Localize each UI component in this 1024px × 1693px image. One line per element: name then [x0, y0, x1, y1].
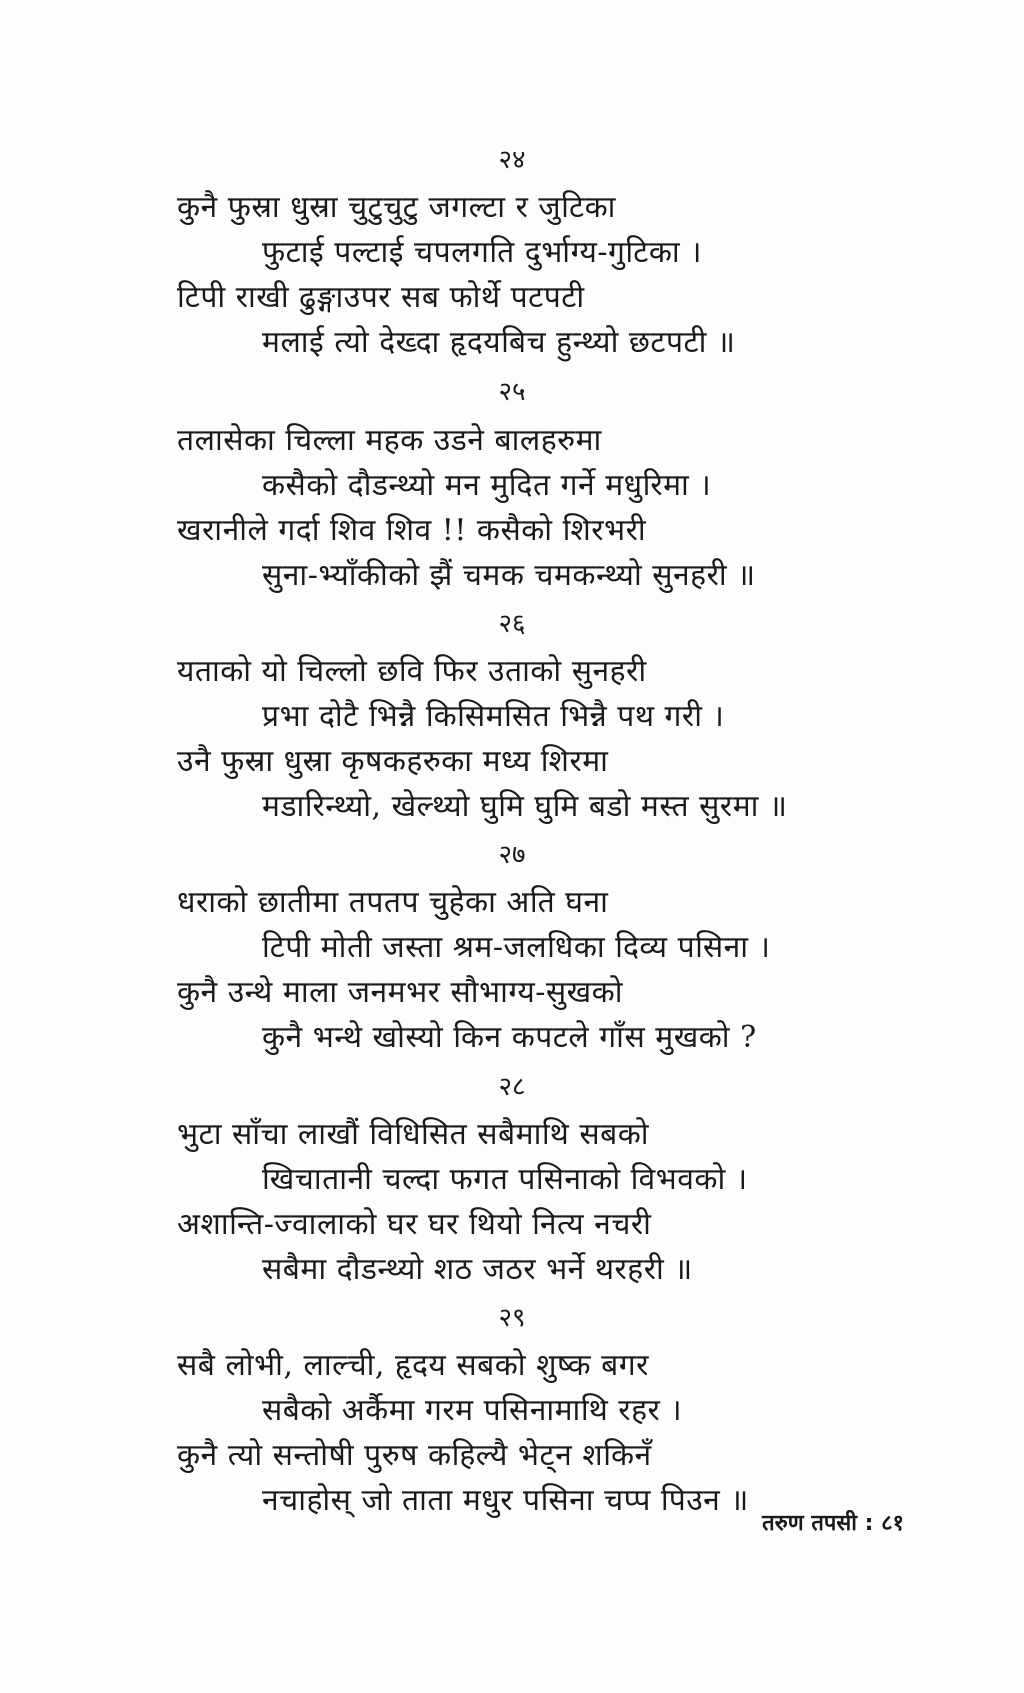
- verse-line: मलाई त्यो देख्दा हृदयबिच हुन्थ्यो छटपटी ॥: [262, 325, 736, 360]
- verse-line: यताको यो चिल्लो छवि फिर उताको सुनहरी: [177, 654, 647, 689]
- verse-line: सबैको अर्कैमा गरम पसिनामाथि रहर ।: [262, 1393, 683, 1428]
- verse-line: अशान्ति-ज्वालाको घर घर थियो नित्य नचरी: [177, 1207, 652, 1242]
- footer-separator: :: [864, 1511, 874, 1536]
- verse-line: सबैमा दौडन्थ्यो शठ जठर भर्ने थरहरी ॥: [262, 1252, 693, 1287]
- verse-line: कुनै त्यो सन्तोषी पुरुष कहिल्यै भेट्न शकिनँ: [177, 1438, 652, 1473]
- verse-line: कुनै उन्थे माला जनमभर सौभाग्य-सुखको: [177, 975, 623, 1010]
- verse-line: सबै लोभी, लाल्ची, हृदय सबको शुष्क बगर: [177, 1348, 649, 1383]
- verse-line: भुटा साँचा लाखौं विधिसित सबैमाथि सबको: [177, 1117, 650, 1152]
- verse-line: खिचातानी चल्दा फगत पसिनाको विभवको ।: [262, 1162, 748, 1197]
- stanza-number: २५: [498, 377, 526, 407]
- verse-line: कुनै भन्थे खोस्यो किन कपटले गाँस मुखको ?: [262, 1020, 757, 1055]
- verse-line: प्रभा दोटै भिन्नै किसिमसित भिन्नै पथ गरी ।: [262, 699, 725, 734]
- verse-line: नचाहोस् जो ताता मधुर पसिना चप्प पिउन ॥: [262, 1483, 749, 1518]
- verse-line: तलासेका चिल्ला महक उडने बालहरुमा: [177, 423, 602, 458]
- stanza-number: २८: [498, 1072, 526, 1102]
- verse-line: फुटाई पल्टाई चपलगति दुर्भाग्य-गुटिका ।: [262, 235, 703, 270]
- verse-line: उनै फुस्रा धुस्रा कृषकहरुका मध्य शिरमा: [177, 744, 609, 779]
- verse-line: खरानीले गर्दा शिव शिव !! कसैको शिरभरी: [177, 513, 647, 548]
- stanza-number: २७: [498, 840, 526, 870]
- book-title: तरुण तपसी: [762, 1511, 857, 1536]
- stanza-number: २९: [498, 1303, 526, 1333]
- verse-line: सुना-भ्याँकीको झैं चमक चमकन्थ्यो सुनहरी ॥: [262, 558, 756, 593]
- verse-line: मडारिन्थ्यो, खेल्थ्यो घुमि घुमि बडो मस्त सुरमा ॥: [262, 789, 788, 824]
- verse-line: टिपी मोती जस्ता श्रम-जलधिका दिव्य पसिना ।: [262, 930, 771, 965]
- verse-line: कुनै फुस्रा धुस्रा चुटुचुटु जगल्टा र जुटिका: [177, 190, 616, 225]
- page-number: ८१: [881, 1511, 904, 1536]
- stanza-number: २६: [498, 609, 526, 639]
- stanza-number: २४: [498, 145, 526, 175]
- verse-line: कसैको दौडन्थ्यो मन मुदित गर्ने मधुरिमा ।: [262, 468, 712, 503]
- verse-line: टिपी राखी ढुङ्गाउपर सब फोर्थे पटपटी: [177, 280, 585, 315]
- verse-line: धराको छातीमा तपतप चुहेका अति घना: [177, 885, 609, 920]
- page-footer: [762, 1508, 904, 1540]
